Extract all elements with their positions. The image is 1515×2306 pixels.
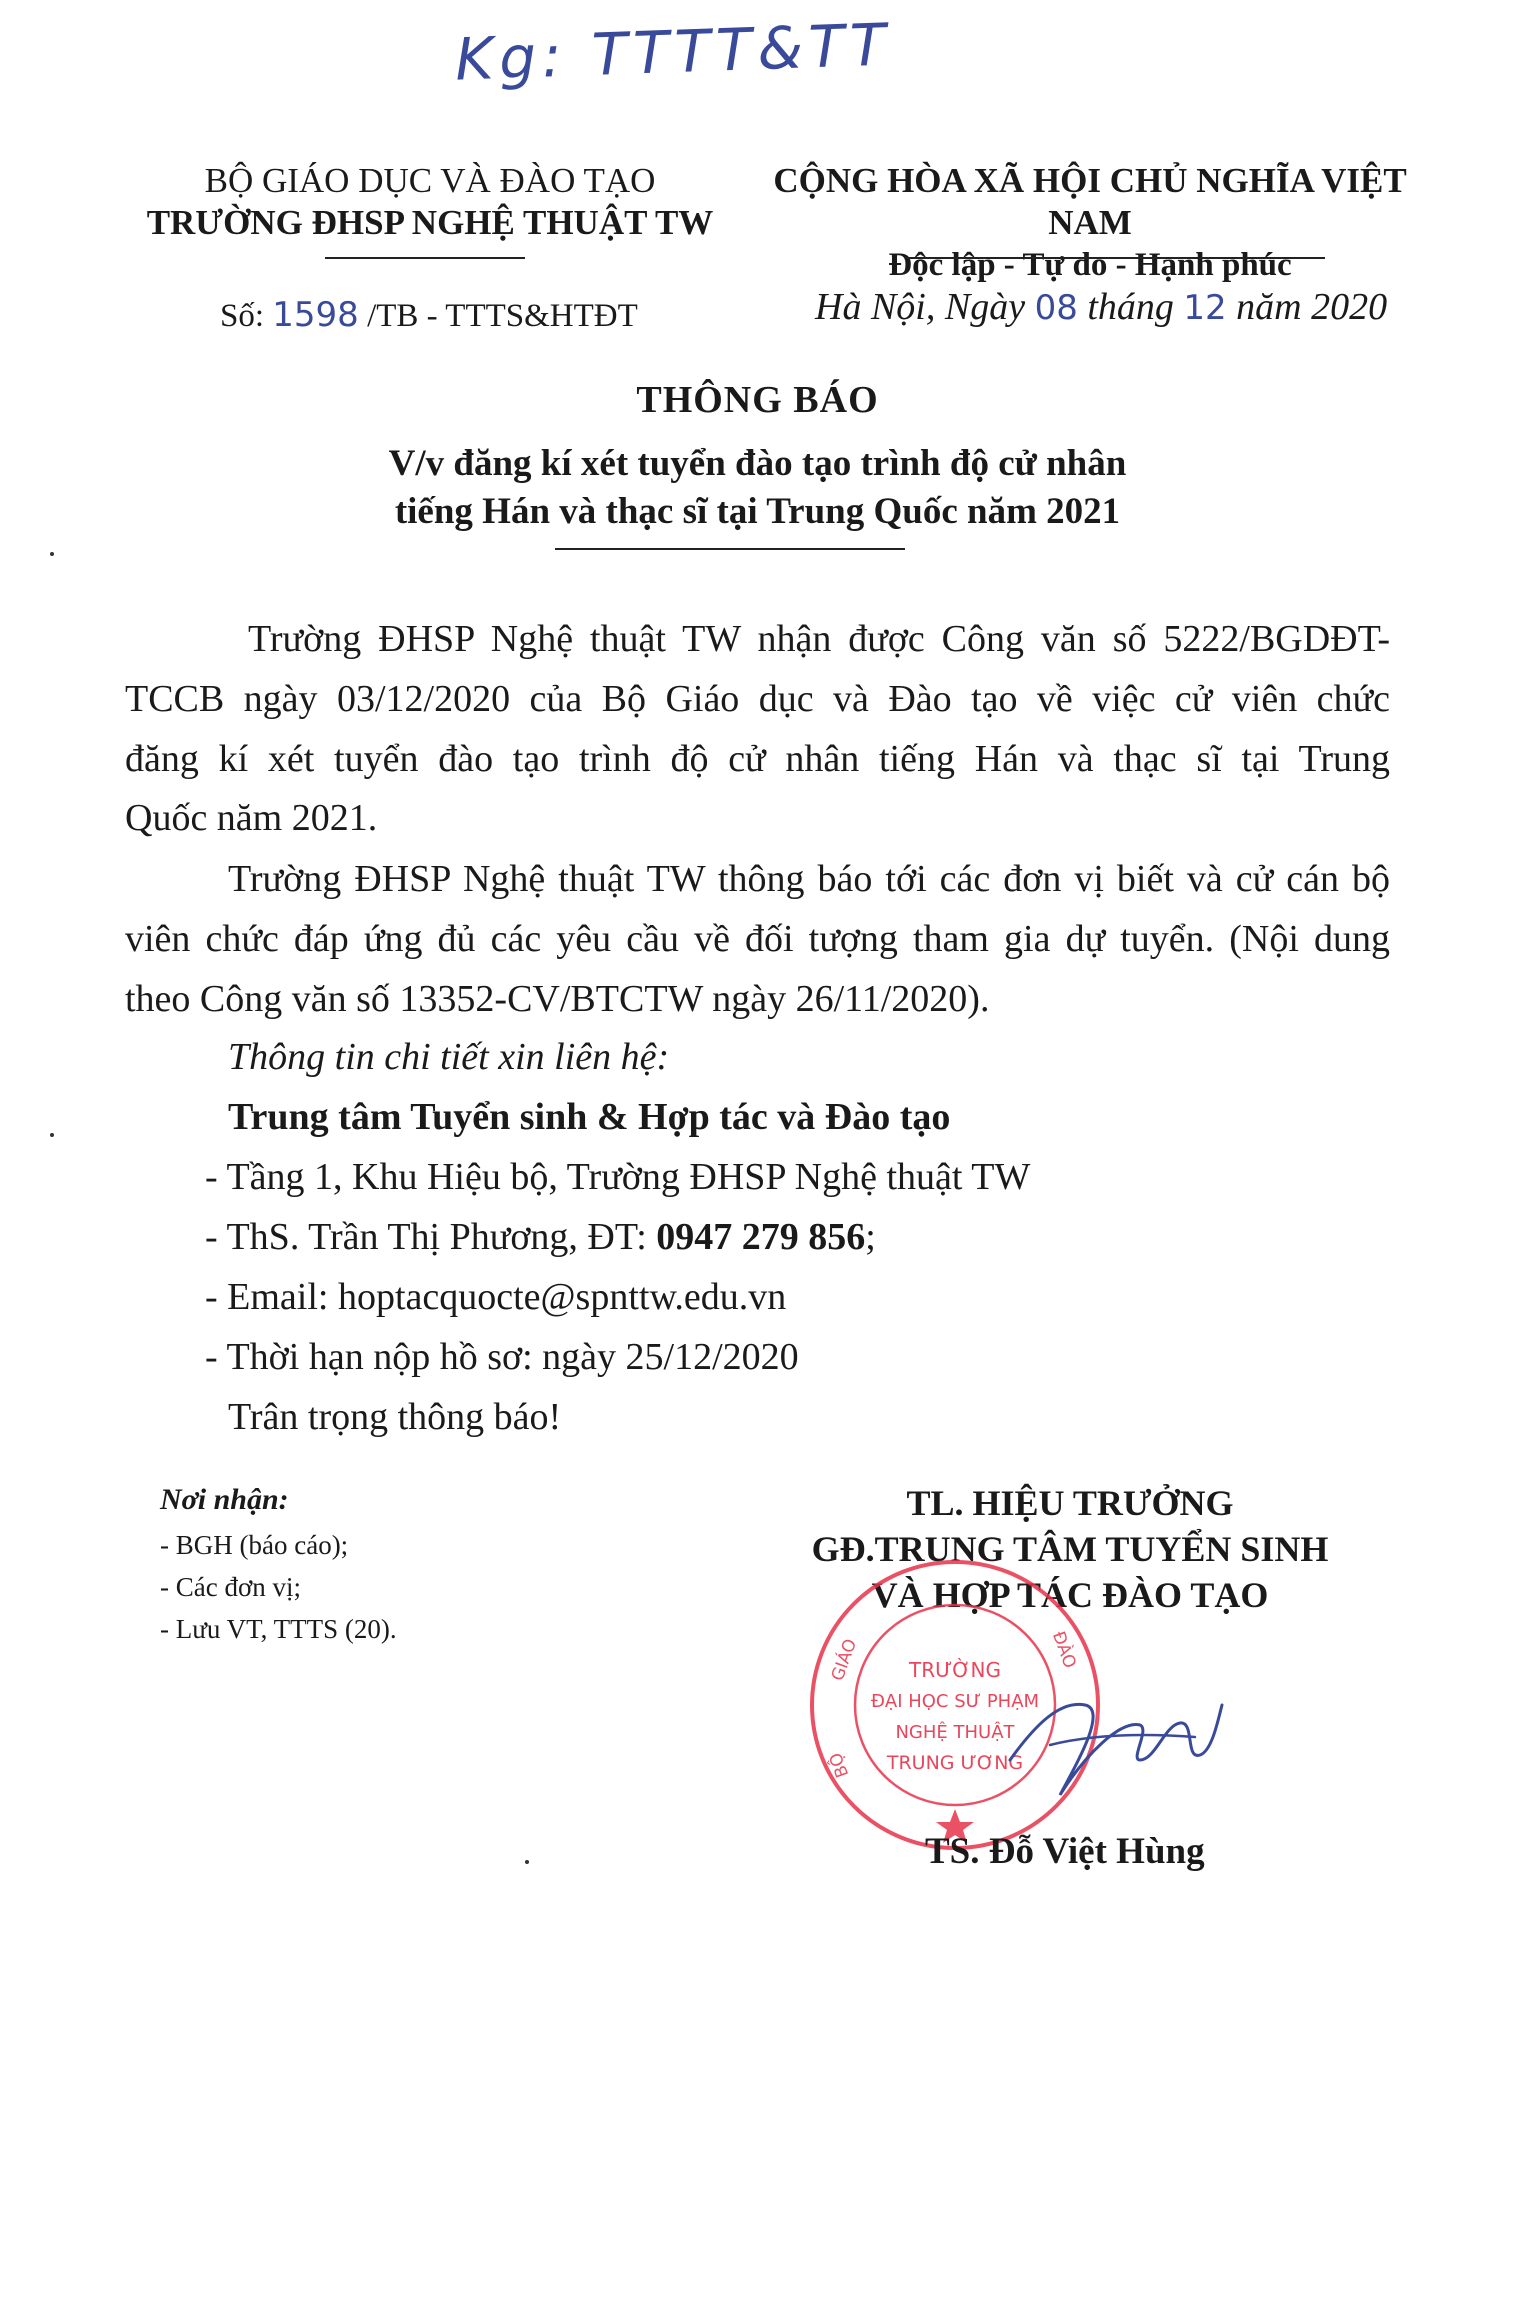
contact-address: - Tầng 1, Khu Hiệu bộ, Trường ĐHSP Nghệ thuật TW xyxy=(205,1156,1031,1198)
recipients-title: Nơi nhận: xyxy=(160,1483,289,1516)
recipient-item: - Lưu VT, TTTS (20). xyxy=(160,1614,397,1644)
stamp-text: TRƯỜNG ĐẠI HỌC SƯ PHẠM NGHỆ THUẬT TRUNG ƯƠNG xyxy=(870,1658,1040,1774)
header-right xyxy=(730,160,1450,286)
scan-speck xyxy=(525,1860,529,1864)
ministry-name: BỘ GIÁO DỤC VÀ ĐÀO TẠO xyxy=(204,161,656,200)
header-left xyxy=(130,160,730,244)
stamp-ring-text-right: ĐÀO xyxy=(1047,1628,1080,1672)
signature-position: GĐ.TRUNG TÂM TUYỂN SINH xyxy=(811,1529,1329,1569)
signatory-name: TS. Đỗ Việt Hùng xyxy=(925,1831,1205,1872)
subject-line2: tiếng Hán và thạc sĩ tại Trung Quốc năm 2021 xyxy=(394,491,1121,532)
contact-phone: 0947 279 856 xyxy=(656,1216,866,1258)
stamp-ring-text-bottom: BỘ xyxy=(825,1749,854,1781)
contact-center-name: Trung tâm Tuyển sinh & Hợp tác và Đào tạo xyxy=(228,1096,951,1138)
contact-email: - Email: hoptacquocte@spnttw.edu.vn xyxy=(205,1276,787,1318)
date-part2: tháng xyxy=(1077,286,1184,328)
recipient-item: - BGH (báo cáo); xyxy=(160,1530,349,1560)
reference-number xyxy=(220,295,638,335)
header-right-rule xyxy=(905,257,1325,259)
header-left-rule xyxy=(325,257,525,259)
contact-intro: Thông tin chi tiết xin liên hệ: xyxy=(228,1036,670,1078)
stamp-ring-text-left: GIÁO xyxy=(827,1636,862,1684)
para1-line2: TCCB ngày 03/12/2020 của Bộ Giáo dục và Đào tạo về việc cử viên chức xyxy=(125,678,1390,720)
ref-handwritten-number: 1598 xyxy=(272,295,359,335)
para1-line4: Quốc năm 2021. xyxy=(125,797,378,839)
handwritten-signature xyxy=(990,1665,1240,1815)
national-motto: Độc lập - Tự do - Hạnh phúc xyxy=(888,247,1292,283)
contact-person: - ThS. Trần Thị Phương, ĐT: 0947 279 856; xyxy=(205,1216,876,1258)
notice-title: THÔNG BÁO xyxy=(636,379,879,421)
handwritten-annotation: Kg: TTTT&TT xyxy=(453,10,893,94)
notice-subject xyxy=(0,440,1515,536)
signature-position-2: VÀ HỢP TÁC ĐÀO TẠO xyxy=(871,1575,1269,1615)
ref-suffix: /TB - TTTS&HTĐT xyxy=(358,298,638,334)
date-month: 12 xyxy=(1183,288,1227,328)
para2-line1: Trường ĐHSP Nghệ thuật TW thông báo tới các đơn vị biết và cử cán bộ xyxy=(228,858,1390,900)
document-date xyxy=(815,285,1387,329)
subject-line1: V/v đăng kí xét tuyển đào tạo trình độ cử nhân xyxy=(388,443,1127,484)
title-rule xyxy=(555,548,905,550)
scan-speck xyxy=(50,552,54,556)
ref-prefix: Số: xyxy=(220,298,273,334)
school-name: TRƯỜNG ĐHSP NGHỆ THUẬT TW xyxy=(146,203,714,242)
recipient-item: - Các đơn vị; xyxy=(160,1572,301,1602)
contact-person-name: - ThS. Trần Thị Phương, ĐT: xyxy=(205,1216,657,1258)
date-part1: Hà Nội, Ngày xyxy=(815,286,1035,328)
para2-line3: theo Công văn số 13352-CV/BTCTW ngày 26/11/2020). xyxy=(125,978,990,1020)
para2-line2: viên chức đáp ứng đủ các yêu cầu về đối tượng tham gia dự tuyển. (Nội dung xyxy=(125,918,1390,960)
date-part3: năm 2020 xyxy=(1226,286,1388,328)
para1-line3: đăng kí xét tuyển đào tạo trình độ cử nhân tiếng Hán và thạc sĩ tại Trung xyxy=(125,738,1390,780)
country-name: CỘNG HÒA XÃ HỘI CHỦ NGHĨA VIỆT NAM xyxy=(773,161,1407,242)
signature-authority: TL. HIỆU TRƯỞNG xyxy=(906,1483,1234,1523)
submission-deadline: - Thời hạn nộp hồ sơ: ngày 25/12/2020 xyxy=(205,1336,799,1378)
para1-line1: Trường ĐHSP Nghệ thuật TW nhận được Công văn số 5222/BGDĐT- xyxy=(248,618,1390,660)
closing-remark: Trân trọng thông báo! xyxy=(228,1396,562,1438)
scan-speck xyxy=(50,1133,54,1137)
date-day: 08 xyxy=(1034,288,1078,328)
